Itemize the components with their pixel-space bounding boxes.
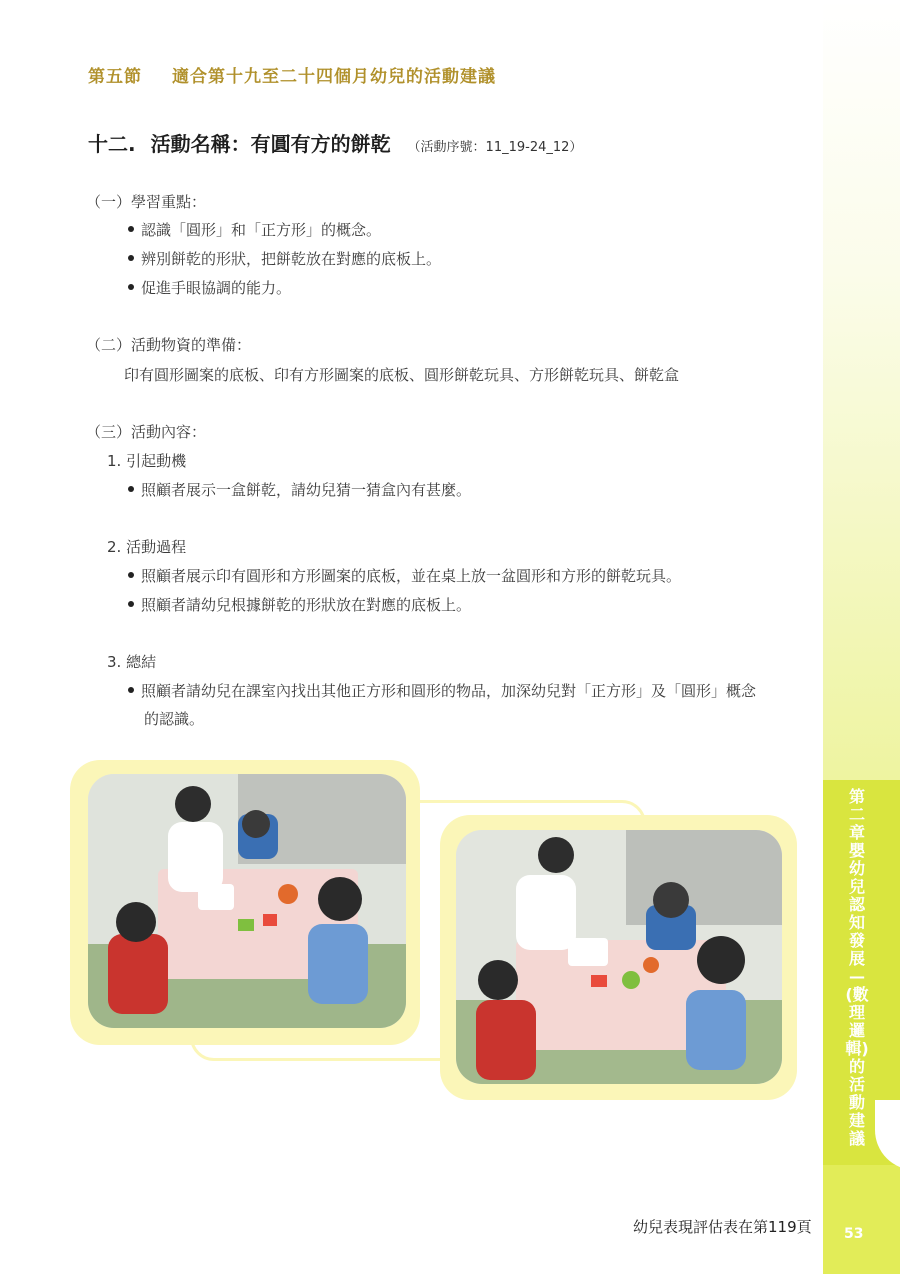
materials-text: 印有圓形圖案的底板、印有方形圖案的底板、圓形餅乾玩具、方形餅乾玩具、餅乾盒 <box>124 366 680 384</box>
step-item: 照顧者展示一盒餅乾，請幼兒猜一猜盒內有甚麼。 <box>128 479 471 500</box>
sidebar-gradient <box>823 0 900 780</box>
bullet-icon <box>128 687 134 693</box>
activity-index: 十二. <box>88 132 136 156</box>
bullet-icon <box>128 572 134 578</box>
learning-item: 認識「圓形」和「正方形」的概念。 <box>128 219 381 240</box>
activity-photo-left <box>88 774 406 1028</box>
bullet-icon <box>128 255 134 261</box>
step-title: 1. 引起動機 <box>107 452 187 470</box>
classroom-photo-illustration <box>88 774 406 1028</box>
step-title: 2. 活動過程 <box>107 538 187 556</box>
bullet-icon <box>128 284 134 290</box>
step-item: 照顧者請幼兒在課室內找出其他正方形和圓形的物品，加深幼兒對「正方形」及「圓形」概念 <box>128 680 756 701</box>
materials-heading: （二）活動物資的準備： <box>86 336 252 354</box>
learning-item: 辨別餅乾的形狀，把餅乾放在對應的底板上。 <box>128 248 441 269</box>
step-item: 照顧者請幼兒根據餅乾的形狀放在對應的底板上。 <box>128 594 471 615</box>
assessment-reference: 幼兒表現評估表在第119頁 <box>633 1218 812 1236</box>
activity-photo-right <box>456 830 782 1084</box>
learning-heading: （一）學習重點： <box>86 193 207 211</box>
section-number: 第五節 <box>88 67 142 87</box>
bullet-icon <box>128 486 134 492</box>
page-number: 53 <box>844 1226 864 1242</box>
step-item: 照顧者展示印有圓形和方形圖案的底板，並在桌上放一盆圓形和方形的餅乾玩具。 <box>128 565 681 586</box>
activity-code: （活動序號：11_19-24_12） <box>407 140 583 155</box>
activity-name: 活動名稱：有圓有方的餅乾 <box>150 132 391 156</box>
learning-item: 促進手眼協調的能力。 <box>128 277 291 298</box>
chapter-label: 第二章 嬰幼兒認知發展—(數理邏輯)的活動建議 <box>845 787 869 1148</box>
content-heading: （三）活動內容： <box>86 423 207 441</box>
activity-title <box>88 128 582 157</box>
section-header <box>88 62 496 87</box>
bullet-icon <box>128 226 134 232</box>
bullet-icon <box>128 601 134 607</box>
step-item-continuation: 的認識。 <box>144 710 205 728</box>
section-title: 適合第十九至二十四個月幼兒的活動建議 <box>172 67 496 87</box>
step-title: 3. 總結 <box>107 653 157 671</box>
classroom-photo-illustration <box>456 830 782 1084</box>
